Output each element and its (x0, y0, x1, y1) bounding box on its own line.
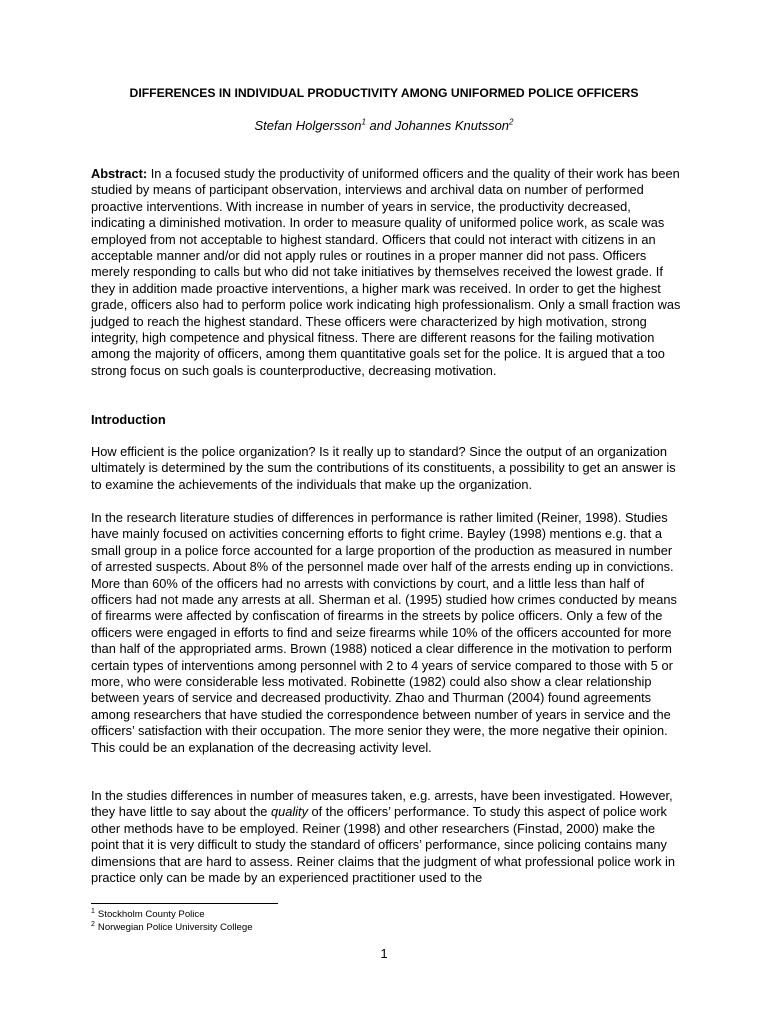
author-2-footnote-mark: 2 (509, 117, 514, 127)
author-2-name: and Johannes Knutsson (369, 118, 510, 133)
introduction-heading: Introduction (91, 412, 166, 427)
abstract-label: Abstract: (91, 166, 148, 181)
footnote-1-text: Stockholm County Police (97, 909, 205, 920)
footnote-2-text: Norwegian Police University College (97, 922, 253, 933)
footnote-2 (91, 921, 253, 934)
paragraph-3-text-start: In the studies differences in number of measures taken, e.g. arrests, have been investigated. However, they have little to say about the (91, 788, 673, 820)
author-1-footnote-mark: 1 (361, 117, 366, 127)
footnotes (91, 908, 253, 934)
abstract-paragraph (91, 166, 685, 379)
paper-title: DIFFERENCES IN INDIVIDUAL PRODUCTIVITY AMONG UNIFORMED POLICE OFFICERS (129, 86, 639, 100)
emphasis-quality: quality (270, 804, 308, 820)
footnote-1 (91, 908, 253, 921)
paragraph-3-text-end: of the officers’ performance. To study this aspect of police work other methods have to be employed. Reiner (1998) and other researchers (Finstad, 2000) make the point that it is very difficult to study the standard of officers’ performance, since policing contains many dimensions that are hard to assess. Reiner claims that the judgment of what professional police work in practice only can be made by an experienced practitioner used to the (91, 804, 675, 886)
introduction-paragraph-1: How efficient is the police organization? Is it really up to standard? Since the output of an organization ultimately is determined by the sum the contributions of its constituents, a possibility to get an answer is to examine the achievements of the individuals that make up the organization. (91, 444, 676, 492)
author-line (0, 118, 768, 133)
introduction-paragraph-2: In the research literature studies of differences in performance is rather limited (Reiner, 1998). Studies have mainly focused on activities concerning efforts to fight crime. Bayley (1998) mentions e.g. that a small group in a police force accounted for a large proportion of the production as measured in number of arrested suspects. About 8% of the personnel made over half of the arrests ending up in convictions. More than 60% of the officers had no arrests with convictions by court, and a little less than half of officers had not made any arrests at all. Sherman et al. (1995) studied how crimes conducted by means of firearms were affected by confiscation of firearms in the streets by police officers. Only a few of the officers were engaged in efforts to find and seize firearms while 10% of the officers accounted for more than half of the appropriated arms. Brown (1988) noticed a clear difference in the motivation to perform certain types of interventions among personnel with 2 to 4 years of service compared to those with 5 or more, who were considerable less motivated. Robinette (1982) could also show a clear relationship between years of service and decreased productivity. Zhao and Thurman (2004) found agreements among researchers that have studied the correspondence between number of years in service and the officers’ satisfaction with their occupation. The more senior they were, the more negative their opinion. This could be an explanation of the decreasing activity level. (91, 510, 677, 755)
page-number: 1 (380, 946, 388, 961)
footnote-separator (91, 903, 278, 904)
abstract-text: In a focused study the productivity of uniformed officers and the quality of their work has been studied by means of participant observation, interviews and archival data on number of performed proactive interventions. With increase in number of years in service, the productivity decreased, indicating a diminished motivation. In order to measure quality of uniformed police work, as scale was employed from not acceptable to highest standard. Officers that could not interact with citizens in an acceptable manner and/or did not apply rules or routines in a proper manner did not pass. Officers merely responding to calls but who did not take initiatives by themselves received the lowest grade. If they in addition made proactive interventions, a higher mark was received. In order to get the highest grade, officers also had to perform police work indicating high professionalism. Only a small fraction was judged to reach the highest standard. These officers were characterized by high motivation, strong integrity, high competence and physical fitness. There are different reasons for the failing motivation among the majority of officers, among them quantitative goals set for the police. It is argued that a too strong focus on such goals is counterproductive, decreasing motivation. (91, 166, 681, 378)
author-1-name: Stefan Holgersson (254, 118, 362, 133)
footnote-1-mark: 1 (91, 907, 95, 915)
introduction-paragraph-3 (91, 788, 685, 886)
footnote-2-mark: 2 (91, 920, 95, 928)
